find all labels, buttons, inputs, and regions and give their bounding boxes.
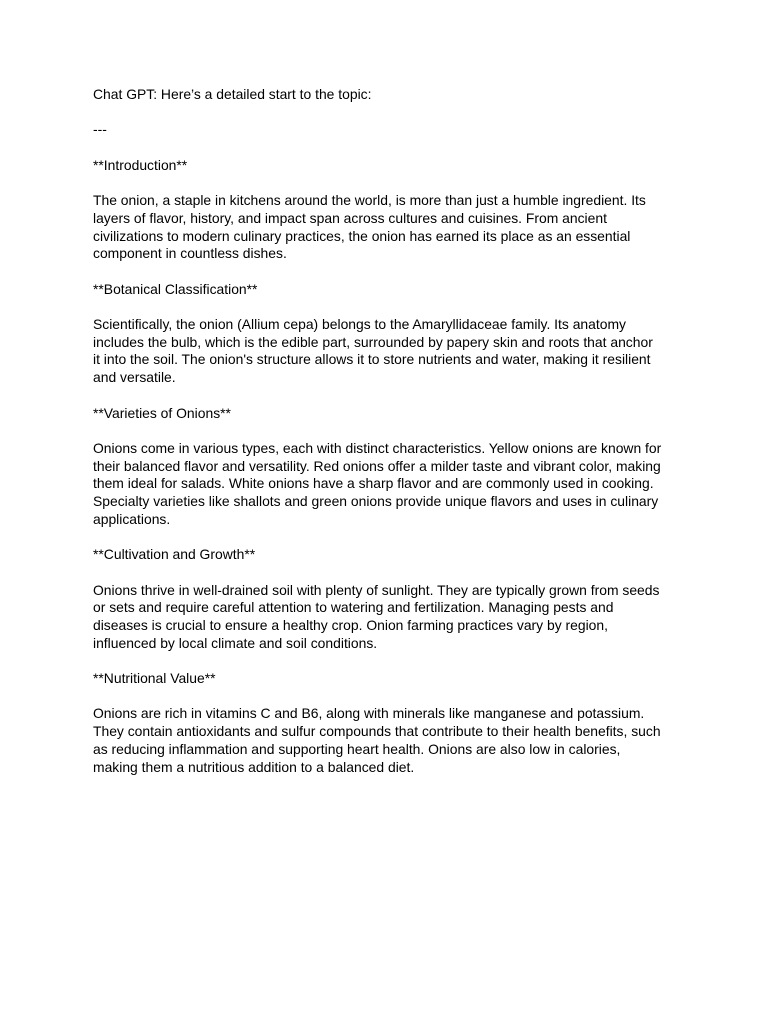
section-body-varieties-of-onions (93, 440, 678, 529)
section-body-introduction (93, 192, 678, 263)
section-body-botanical-classification (93, 316, 678, 387)
body-line: includes the bulb, which is the edible part, surrounded by papery skin and roots that anchor (93, 333, 653, 350)
body-line: Onions are rich in vitamins C and B6, along with minerals like manganese and potassium. (93, 705, 645, 722)
section-heading-cultivation-and-growth: **Cultivation and Growth** (93, 546, 256, 563)
intro-line: Chat GPT: Here’s a detailed start to the topic: (93, 86, 372, 102)
body-line: it into the soil. The onion's structure allows it to store nutrients and water, making it resilient (93, 351, 651, 368)
section-body-nutritional-value (93, 705, 678, 776)
body-line: civilizations to modern culinary practices, the onion has earned its place as an essential (93, 227, 631, 244)
body-line: making them a nutritious addition to a balanced diet. (93, 758, 415, 775)
body-line: The onion, a staple in kitchens around the world, is more than just a humble ingredient. Its (93, 192, 646, 209)
section-heading-botanical-classification: **Botanical Classification** (93, 280, 258, 297)
body-line: influenced by local climate and soil conditions. (93, 634, 378, 651)
body-line: component in countless dishes. (93, 245, 287, 262)
section-body-cultivation-and-growth (93, 582, 678, 653)
section-heading-nutritional-value: **Nutritional Value** (93, 670, 216, 687)
body-line: Onions thrive in well-drained soil with plenty of sunlight. They are typically grown from seeds (93, 581, 660, 598)
section-heading-varieties-of-onions: **Varieties of Onions** (93, 404, 231, 421)
body-line: diseases is crucial to ensure a healthy crop. Onion farming practices vary by region, (93, 616, 608, 633)
body-line: Specialty varieties like shallots and green onions provide unique flavors and uses in culinary (93, 493, 659, 510)
section-heading-introduction: **Introduction** (93, 156, 188, 173)
body-line: layers of flavor, history, and impact span across cultures and cuisines. From ancient (93, 209, 607, 226)
body-line: Scientifically, the onion (Allium cepa) belongs to the Amaryllidaceae family. Its anatomy (93, 316, 626, 333)
body-line: as reducing inflammation and supporting heart health. Onions are also low in calories, (93, 740, 621, 757)
body-line: Onions come in various types, each with distinct characteristics. Yellow onions are known for (93, 439, 662, 456)
body-line: applications. (93, 510, 171, 527)
body-line: They contain antioxidants and sulfur compounds that contribute to their health benefits, such (93, 723, 661, 740)
separator: --- (93, 121, 107, 138)
body-line: or sets and require careful attention to watering and fertilization. Managing pests and (93, 599, 614, 616)
body-line: and versatile. (93, 369, 176, 386)
body-line: them ideal for salads. White onions have a sharp flavor and are commonly used in cooking. (93, 475, 654, 492)
body-line: their balanced flavor and versatility. Red onions offer a milder taste and vibrant color, making (93, 457, 661, 474)
